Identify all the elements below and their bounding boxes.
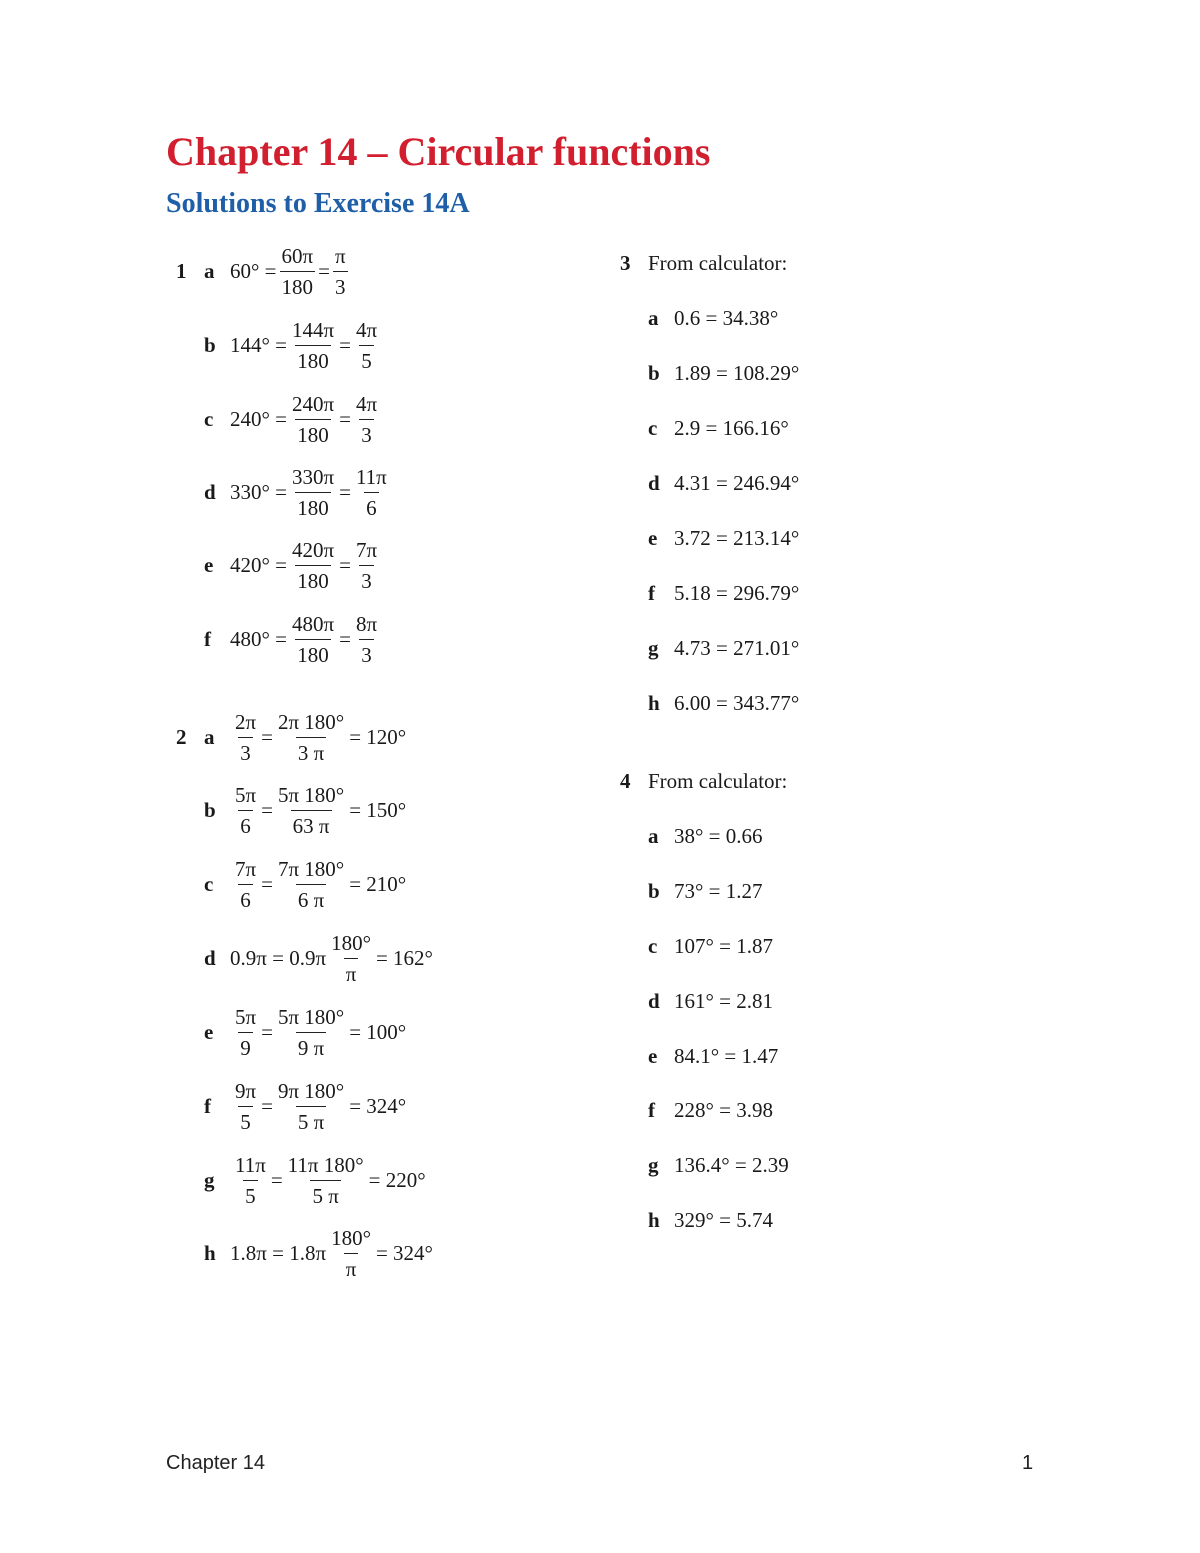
q4-item-a — [648, 821, 763, 851]
fraction — [276, 1003, 346, 1062]
result: = 324° — [349, 1093, 407, 1118]
fraction — [276, 855, 346, 914]
numerator: 5π 180° — [277, 782, 345, 807]
numerator: 144π — [292, 317, 335, 342]
item-label: e — [648, 1043, 658, 1068]
fraction — [290, 463, 336, 522]
denominator: 5 — [243, 1180, 258, 1210]
result: = 100° — [349, 1019, 407, 1044]
q4-item-f — [648, 1095, 773, 1125]
item-text: 329° = 5.74 — [674, 1207, 773, 1232]
fraction — [329, 1224, 373, 1283]
item-label: b — [204, 332, 216, 357]
numerator: 11π — [235, 1152, 266, 1177]
item-label: c — [204, 406, 214, 431]
q4-item-g — [648, 1150, 789, 1180]
numerator: 60π — [281, 243, 314, 268]
item-label: h — [204, 1240, 216, 1265]
numerator: 240π — [292, 391, 335, 416]
footer-chapter: Chapter 14 — [166, 1452, 265, 1474]
numerator: 9π — [235, 1078, 257, 1103]
numerator: 180° — [331, 1225, 371, 1250]
q4-item-c — [648, 931, 773, 961]
item-label: c — [204, 871, 214, 896]
equals: = — [261, 724, 273, 749]
item-text: 107° = 1.87 — [674, 933, 773, 958]
q1-lhs: 480° = — [230, 626, 287, 651]
q2-lhs: 1.8π = 1.8π — [230, 1240, 327, 1265]
q2-item-d — [204, 930, 433, 986]
item-label: c — [648, 415, 658, 440]
page-number: 1 — [1022, 1452, 1034, 1474]
item-text: 5.18 = 296.79° — [674, 580, 800, 605]
equals: = — [261, 871, 273, 896]
q3-item-d — [648, 468, 799, 498]
numerator: 8π — [355, 611, 378, 636]
q3-item-h — [648, 688, 799, 718]
denominator: 3 π — [296, 737, 326, 767]
fraction — [276, 781, 346, 840]
item-label: b — [648, 878, 660, 903]
result: = 220° — [368, 1167, 426, 1192]
item-text: 84.1° = 1.47 — [674, 1043, 779, 1068]
denominator: 6 — [238, 884, 253, 914]
q1-lhs: 330° = — [230, 479, 287, 504]
result: = 324° — [375, 1240, 433, 1265]
denominator: 5 π — [296, 1106, 326, 1136]
denominator: 180 — [280, 271, 316, 301]
q4-intro: From calculator: — [648, 768, 788, 793]
q2-lhs: 0.9π = 0.9π — [230, 945, 327, 970]
question-4-number: 4 — [620, 769, 631, 793]
fraction — [233, 855, 258, 914]
numerator: 7π — [355, 537, 378, 562]
equals: = — [339, 626, 351, 651]
item-label: g — [204, 1167, 215, 1192]
numerator: 420π — [292, 537, 335, 562]
item-text: 6.00 = 343.77° — [674, 690, 800, 715]
numerator: 5π 180° — [277, 1004, 345, 1029]
equals: = — [270, 1167, 283, 1192]
fraction — [233, 1077, 258, 1136]
q3-item-f — [648, 578, 799, 608]
fraction — [233, 708, 258, 767]
fraction — [290, 536, 336, 595]
numerator: 2π 180° — [277, 709, 345, 734]
numerator: 4π — [355, 317, 378, 342]
q3-item-a — [648, 303, 778, 333]
q4-item-h — [648, 1205, 773, 1235]
item-text: 4.73 = 271.01° — [674, 635, 800, 660]
numerator: 2π — [235, 709, 257, 734]
item-text: 73° = 1.27 — [674, 878, 763, 903]
equals: = — [318, 258, 330, 283]
item-label: a — [648, 823, 659, 848]
item-label: c — [648, 933, 658, 958]
equals: = — [339, 406, 351, 431]
fraction — [276, 708, 346, 767]
denominator: 180 — [295, 419, 331, 449]
fraction — [354, 390, 379, 449]
equals: = — [261, 1093, 273, 1118]
denominator: π — [344, 1253, 359, 1283]
denominator: 3 — [238, 737, 253, 767]
item-label: g — [648, 1152, 659, 1177]
equals: = — [339, 332, 351, 357]
numerator: 7π — [235, 856, 257, 881]
item-label: a — [204, 724, 215, 749]
item-label: a — [648, 305, 659, 330]
question-2-number: 2 — [176, 725, 187, 749]
item-text: 3.72 = 213.14° — [674, 525, 800, 550]
result: = 210° — [349, 871, 407, 896]
q1-lhs: 240° = — [230, 406, 287, 431]
q3-item-b — [648, 358, 799, 388]
item-text: 136.4° = 2.39 — [674, 1152, 789, 1177]
item-label: b — [648, 360, 660, 385]
item-text: 4.31 = 246.94° — [674, 470, 800, 495]
item-label: d — [648, 988, 660, 1013]
denominator: 180 — [295, 565, 331, 595]
result: = 150° — [349, 797, 407, 822]
fraction — [354, 463, 389, 522]
item-label: d — [648, 470, 660, 495]
item-label: f — [204, 1093, 211, 1118]
item-text: 228° = 3.98 — [674, 1097, 773, 1122]
equals: = — [339, 552, 351, 577]
item-label: d — [204, 479, 216, 504]
item-text: 0.6 = 34.38° — [674, 305, 779, 330]
equals: = — [339, 479, 351, 504]
fraction — [233, 1003, 258, 1062]
item-label: f — [648, 1097, 655, 1122]
numerator: 180° — [331, 930, 371, 955]
q4-item-d — [648, 986, 773, 1016]
q1-lhs: 144° = — [230, 332, 287, 357]
result: = 162° — [375, 945, 433, 970]
denominator: 180 — [295, 492, 331, 522]
fraction — [290, 390, 336, 449]
numerator: 11π 180° — [287, 1152, 364, 1177]
page-title: Chapter 14 – Circular functions — [166, 129, 711, 174]
q4-item-b — [648, 876, 763, 906]
question-1-number: 1 — [176, 259, 187, 283]
denominator: 63 π — [291, 810, 332, 840]
fraction — [286, 1151, 366, 1210]
denominator: 3 — [359, 419, 374, 449]
denominator: 9 π — [296, 1032, 326, 1062]
q3-item-g — [648, 633, 799, 663]
numerator: 5π — [235, 782, 257, 807]
fraction — [280, 242, 316, 301]
denominator: 5 — [359, 345, 374, 375]
denominator: 180 — [295, 639, 331, 669]
item-label: f — [204, 626, 211, 651]
denominator: 9 — [238, 1032, 253, 1062]
fraction — [354, 316, 379, 375]
question-3-number: 3 — [620, 251, 631, 275]
denominator: 180 — [295, 345, 331, 375]
denominator: 5 — [238, 1106, 253, 1136]
fraction — [233, 1151, 268, 1210]
denominator: 5 π — [310, 1180, 340, 1210]
fraction — [290, 316, 336, 375]
numerator: 9π 180° — [277, 1078, 345, 1103]
equals: = — [261, 1019, 273, 1044]
q3-item-e — [648, 523, 799, 553]
item-label: e — [648, 525, 658, 550]
numerator: 11π — [355, 464, 387, 489]
item-text: 2.9 = 166.16° — [674, 415, 789, 440]
item-label: d — [204, 945, 216, 970]
numerator: 480π — [292, 611, 335, 636]
q3-item-c — [648, 413, 789, 443]
numerator: 330π — [292, 464, 335, 489]
item-label: g — [648, 635, 659, 660]
q4-item-e — [648, 1041, 778, 1071]
denominator: 3 — [359, 639, 374, 669]
fraction — [233, 781, 258, 840]
q3-intro: From calculator: — [648, 250, 788, 275]
q1-lhs: 60° = — [230, 258, 277, 283]
denominator: 6 — [238, 810, 253, 840]
fraction — [354, 610, 379, 669]
q1-lhs: 420° = — [230, 552, 287, 577]
item-label: b — [204, 797, 216, 822]
item-label: h — [648, 690, 660, 715]
item-label: h — [648, 1207, 660, 1232]
item-text: 38° = 0.66 — [674, 823, 763, 848]
denominator: 3 — [333, 271, 348, 301]
item-text: 1.89 = 108.29° — [674, 360, 800, 385]
denominator: 6 π — [296, 884, 326, 914]
numerator: 5π — [235, 1004, 257, 1029]
fraction — [333, 242, 348, 301]
section-subtitle: Solutions to Exercise 14A — [166, 188, 470, 219]
numerator: π — [334, 243, 346, 268]
item-label: a — [204, 258, 215, 283]
fraction — [329, 929, 373, 988]
fraction — [354, 536, 379, 595]
result: = 120° — [349, 724, 407, 749]
q2-item-h — [204, 1225, 433, 1281]
numerator: 7π 180° — [277, 856, 345, 881]
item-text: 161° = 2.81 — [674, 988, 773, 1013]
fraction — [276, 1077, 346, 1136]
fraction — [290, 610, 336, 669]
item-label: e — [204, 552, 214, 577]
denominator: 3 — [359, 565, 374, 595]
denominator: π — [344, 958, 359, 988]
item-label: f — [648, 580, 655, 605]
item-label: e — [204, 1019, 214, 1044]
equals: = — [261, 797, 273, 822]
numerator: 4π — [355, 391, 378, 416]
denominator: 6 — [364, 492, 379, 522]
